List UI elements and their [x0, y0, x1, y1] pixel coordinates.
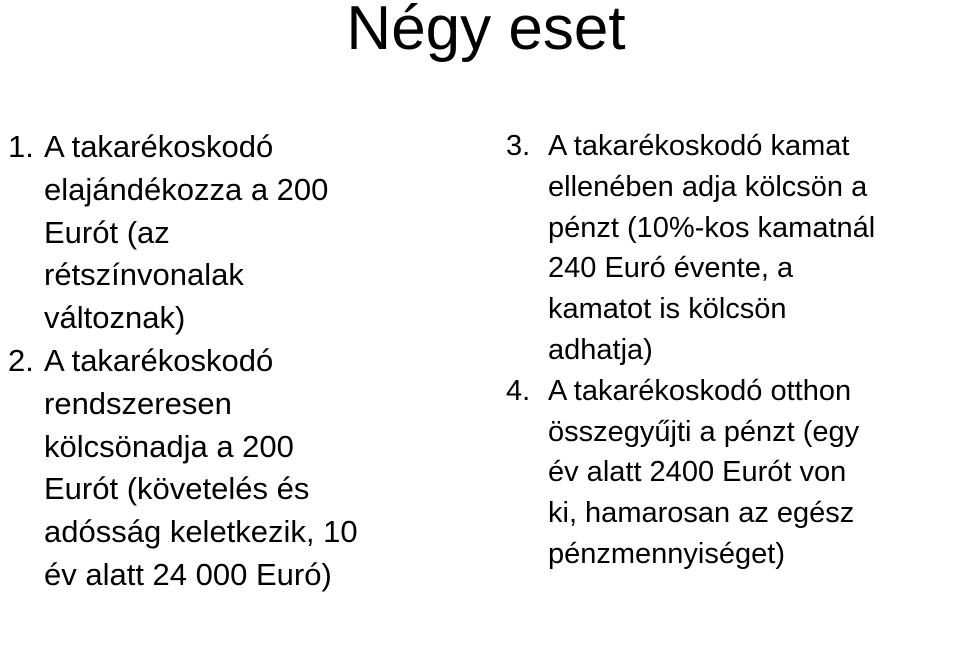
left-column [8, 126, 468, 597]
list-item-number: 4. [506, 374, 531, 407]
list-item-text: A takarékoskodó kamat ellenében adja kölcsön a pénzt (10%-kos kamatnál 240 Euró évente, a kamatot is kölcsön adhatja) [548, 130, 876, 366]
list-item-1 [8, 126, 468, 340]
list-item-3 [506, 126, 956, 371]
list-item-text: A takarékoskodó otthon összegyűjti a pénzt (egy év alatt 2400 Eurót von ki, hamarosan az egész pénzmennyiséget) [548, 374, 860, 570]
list-item-number: 3. [506, 130, 531, 162]
list-item-text: A takarékoskodó elajándékozza a 200 Eurót (az rétszínvonalak változnak) [44, 129, 329, 336]
list-item-text: A takarékoskodó rendszeresen kölcsönadja a 200 Eurót (követelés és adósság keletkezik, 10 év alatt 24 000 Euró) [44, 342, 358, 592]
list-item-4 [506, 371, 956, 575]
list-item-number: 1. [8, 129, 34, 164]
list-item-2 [8, 340, 468, 597]
slide-title: Négy eset [346, 0, 626, 63]
list-item-number: 2. [8, 342, 34, 378]
right-column [506, 126, 956, 575]
